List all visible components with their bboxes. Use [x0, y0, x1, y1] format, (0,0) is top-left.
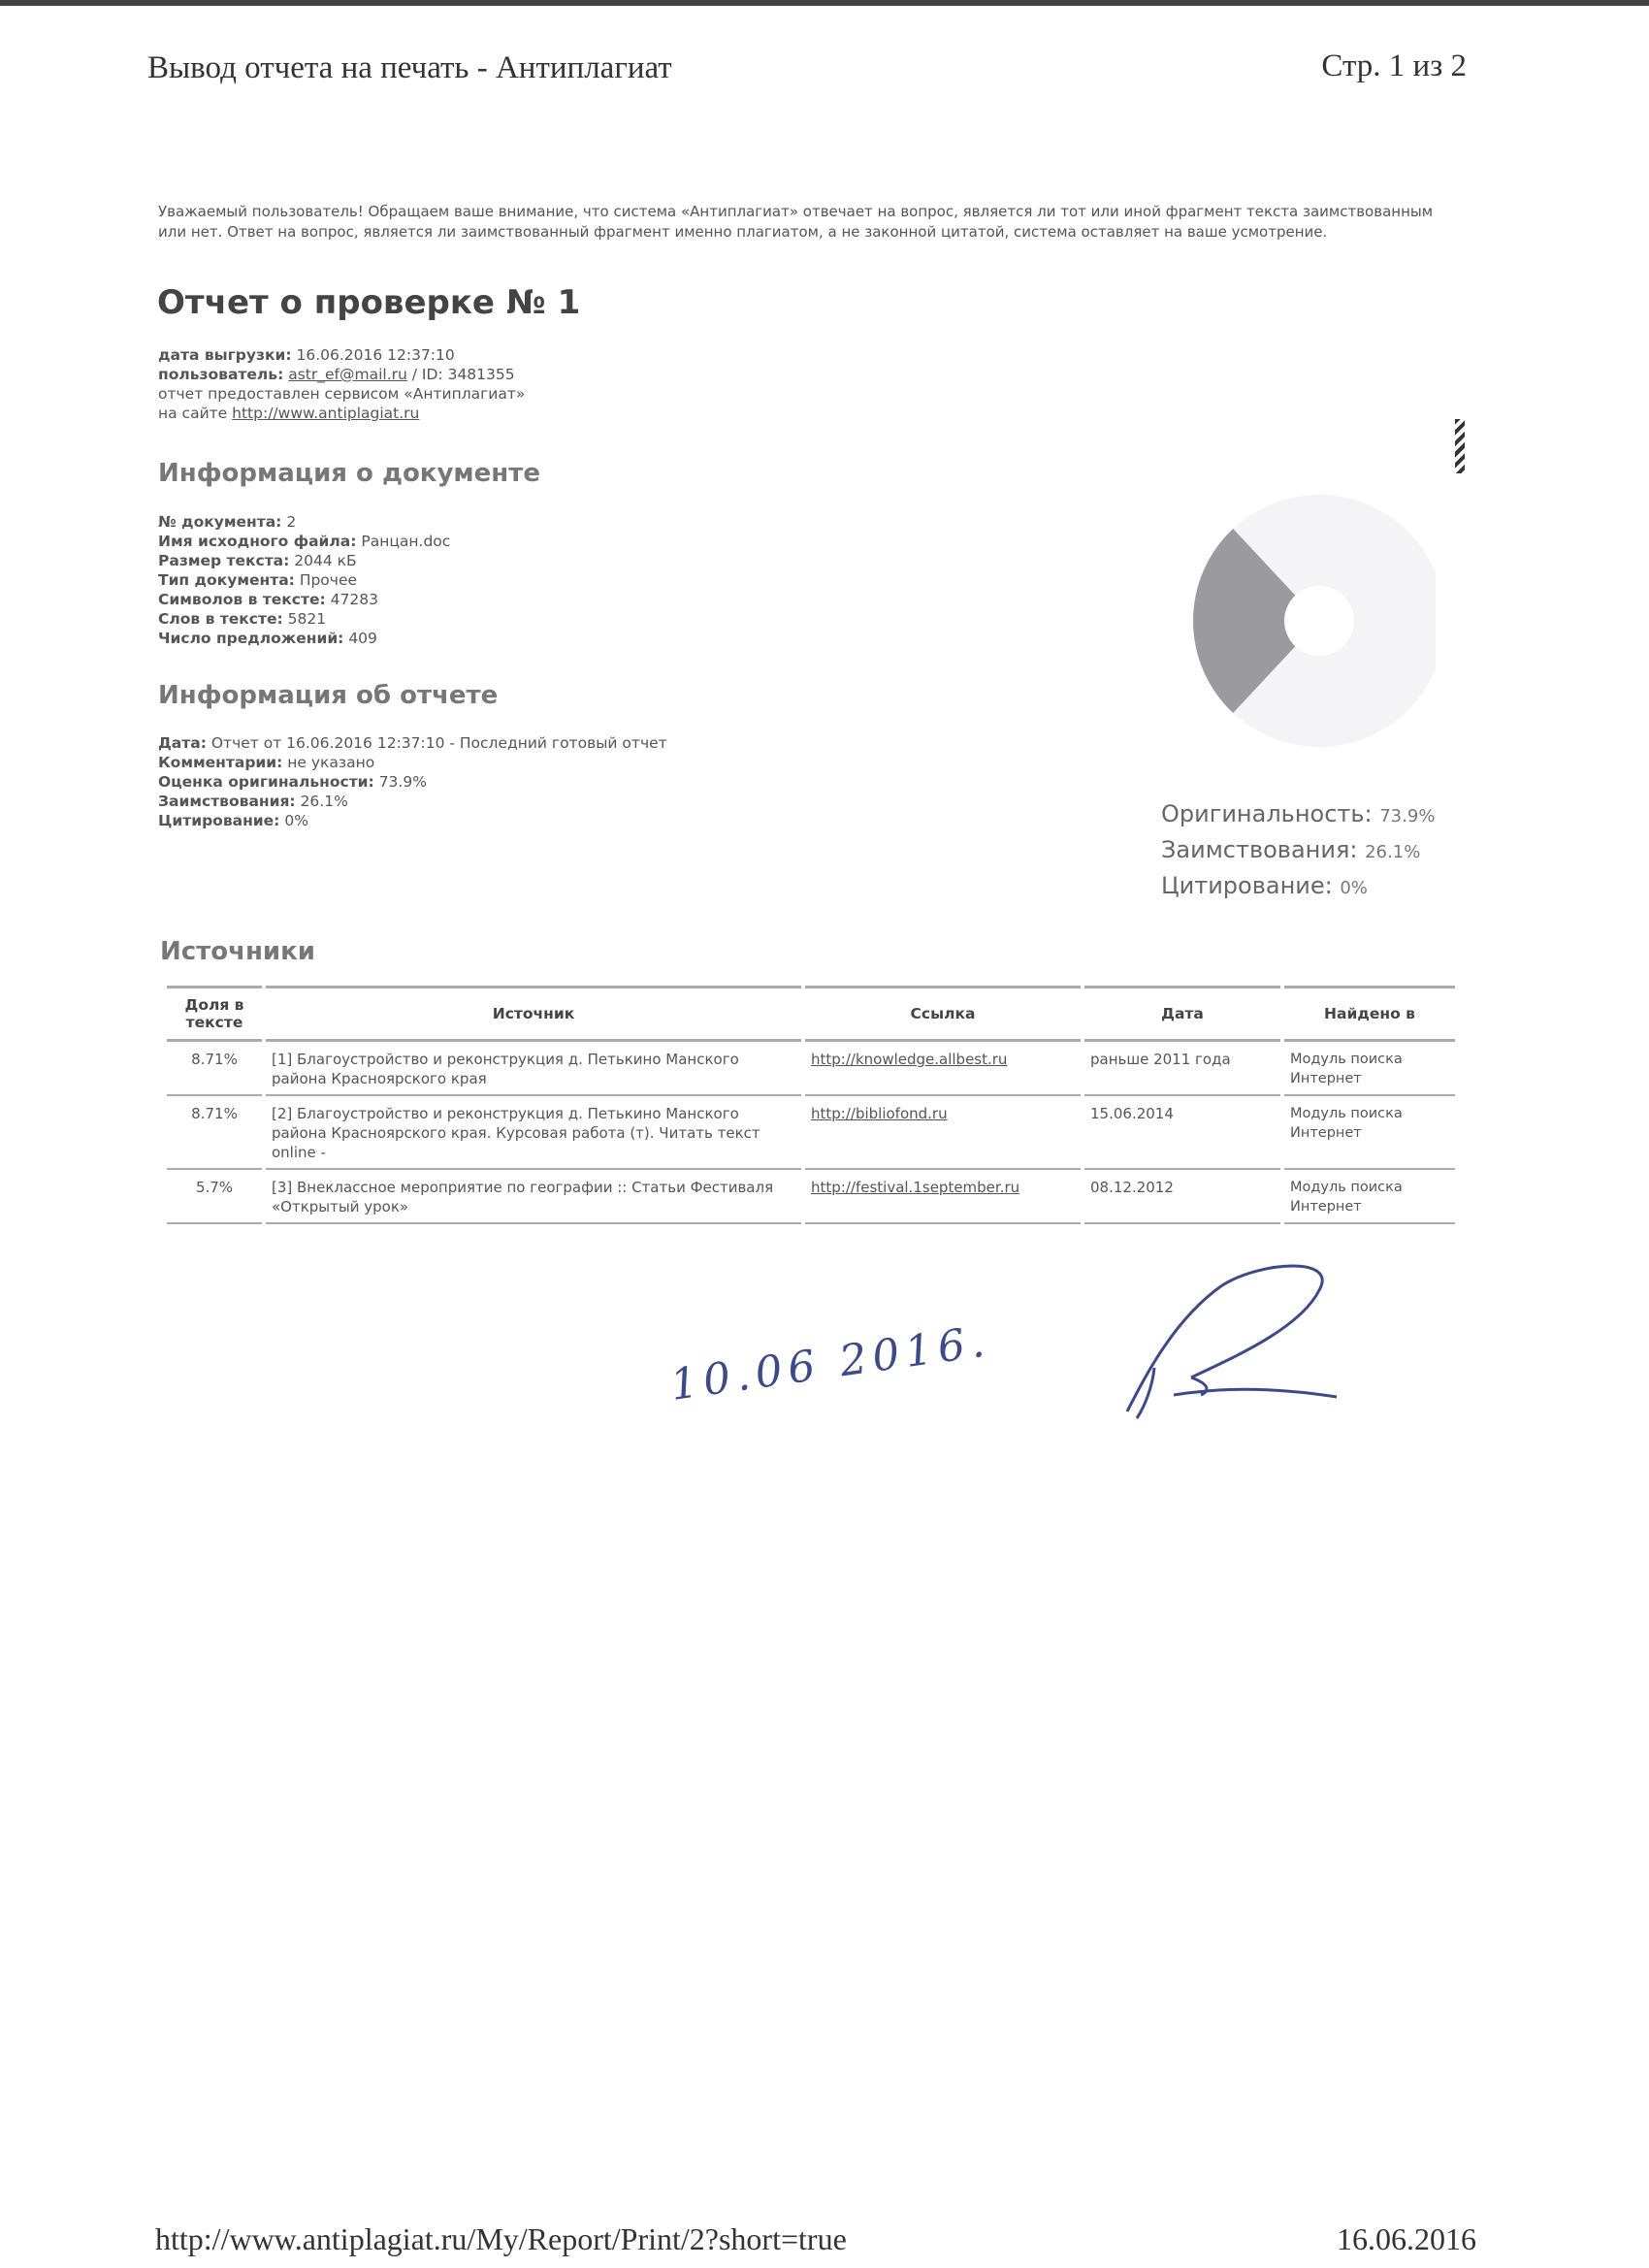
report-title: Отчет о проверке № 1: [157, 283, 581, 322]
share-cell: 8.71%: [167, 1096, 262, 1170]
source-link[interactable]: http://bibliofond.ru: [811, 1105, 948, 1122]
doc-info-field: Тип документа: Прочее: [158, 571, 358, 589]
print-header-title: Вывод отчета на печать - Антиплагиат: [147, 50, 672, 85]
doc-info-field: Символов в тексте: 47283: [158, 591, 378, 608]
col-source: Источник: [266, 986, 801, 1042]
report-meta: [158, 345, 525, 423]
report-info-field: Заимствования: 26.1%: [158, 793, 348, 810]
legend-citation: Цитирование: 0%: [1161, 872, 1368, 899]
pie-center-hole: [1284, 586, 1354, 656]
table-row: [167, 1096, 1455, 1170]
handwritten-date: 10.06 2016.: [667, 1316, 993, 1410]
doc-info-field: № документа: 2: [158, 513, 297, 531]
date-cell: раньше 2011 года: [1084, 1042, 1280, 1096]
sources-heading: Источники: [160, 937, 315, 966]
notice-text: Уважаемый пользователь! Обращаем ваше внимание, что система «Антиплагиат» отвечает на вопрос, является ли тот или иной фрагмент текста заимствованным или нет. Ответ на вопрос, является ли заимствованный фрагмент именно плагиатом, а не законной цитатой, система оставляет на ваше усмотрение.: [158, 203, 1434, 241]
scan-edge: [0, 0, 1649, 6]
share-cell: 8.71%: [167, 1042, 262, 1096]
legend-originality: Оригинальность: 73.9%: [1161, 800, 1436, 827]
doc-info-list: [158, 512, 450, 648]
doc-info-field: Имя исходного файла: Ранцан.doc: [158, 533, 451, 550]
date-cell: 15.06.2014: [1084, 1096, 1280, 1170]
table-row: [167, 1170, 1455, 1224]
col-link: Ссылка: [805, 986, 1081, 1042]
found-cell: Модуль поиска Интернет: [1284, 1042, 1455, 1096]
table-header-row: [167, 986, 1455, 1042]
sources-table: [163, 986, 1459, 1224]
doc-info-field: Слов в тексте: 5821: [158, 610, 327, 628]
legend-borrowing: Заимствования: 26.1%: [1161, 836, 1421, 863]
page-indicator: Стр. 1 из 2: [1321, 49, 1467, 83]
user-email-link[interactable]: astr_ef@mail.ru: [288, 366, 407, 383]
doc-info-field: Число предложений: 409: [158, 630, 377, 647]
user-id: / ID: 3481355: [411, 366, 515, 383]
originality-pie-chart: [1145, 485, 1436, 776]
doc-info-field: Размер текста: 2044 кБ: [158, 552, 357, 569]
source-link[interactable]: http://knowledge.allbest.ru: [811, 1051, 1008, 1068]
footer-date: 16.06.2016: [1337, 2221, 1476, 2256]
source-link[interactable]: http://festival.1september.ru: [811, 1179, 1020, 1196]
report-info-heading: Информация об отчете: [158, 681, 499, 710]
table-row: [167, 1042, 1455, 1096]
scan-mark: [1455, 419, 1465, 473]
provided-by: отчет предоставлен сервисом «Антиплагиат»: [158, 385, 526, 403]
doc-info-heading: Информация о документе: [158, 459, 540, 488]
col-found: Найдено в: [1284, 986, 1455, 1042]
source-cell: [2] Благоустройство и реконструкция д. Петькино Манского района Красноярского края. Курсовая работа (т). Читать текст online -: [266, 1096, 801, 1170]
date-cell: 08.12.2012: [1084, 1170, 1280, 1224]
source-cell: [1] Благоустройство и реконструкция д. Петькино Манского района Красноярского края: [266, 1042, 801, 1096]
col-share: Доля в тексте: [167, 986, 262, 1042]
source-cell: [3] Внеклассное мероприятие по географии :: Статьи Фестиваля «Открытый урок»: [266, 1170, 801, 1224]
report-info-field: Оценка оригинальности: 73.9%: [158, 773, 427, 791]
found-cell: Модуль поиска Интернет: [1284, 1096, 1455, 1170]
report-info-field: Комментарии: не указано: [158, 754, 375, 771]
report-info-field: Дата: Отчет от 16.06.2016 12:37:10 - Последний готовый отчет: [158, 734, 667, 752]
report-info-field: Цитирование: 0%: [158, 812, 308, 829]
handwritten-signature: [1116, 1261, 1348, 1426]
report-info-list: [158, 733, 667, 830]
found-cell: Модуль поиска Интернет: [1284, 1170, 1455, 1224]
site-prefix: на сайте: [158, 405, 228, 422]
share-cell: 5.7%: [167, 1170, 262, 1224]
upload-date-value: 16.06.2016 12:37:10: [296, 346, 455, 364]
col-date: Дата: [1084, 986, 1280, 1042]
chart-legend: [1161, 797, 1435, 905]
upload-date-label: дата выгрузки:: [158, 346, 292, 364]
user-label: пользователь:: [158, 366, 284, 383]
footer-url: http://www.antiplagiat.ru/My/Report/Print/2?short=true: [155, 2221, 847, 2256]
site-link[interactable]: http://www.antiplagiat.ru: [232, 405, 420, 422]
